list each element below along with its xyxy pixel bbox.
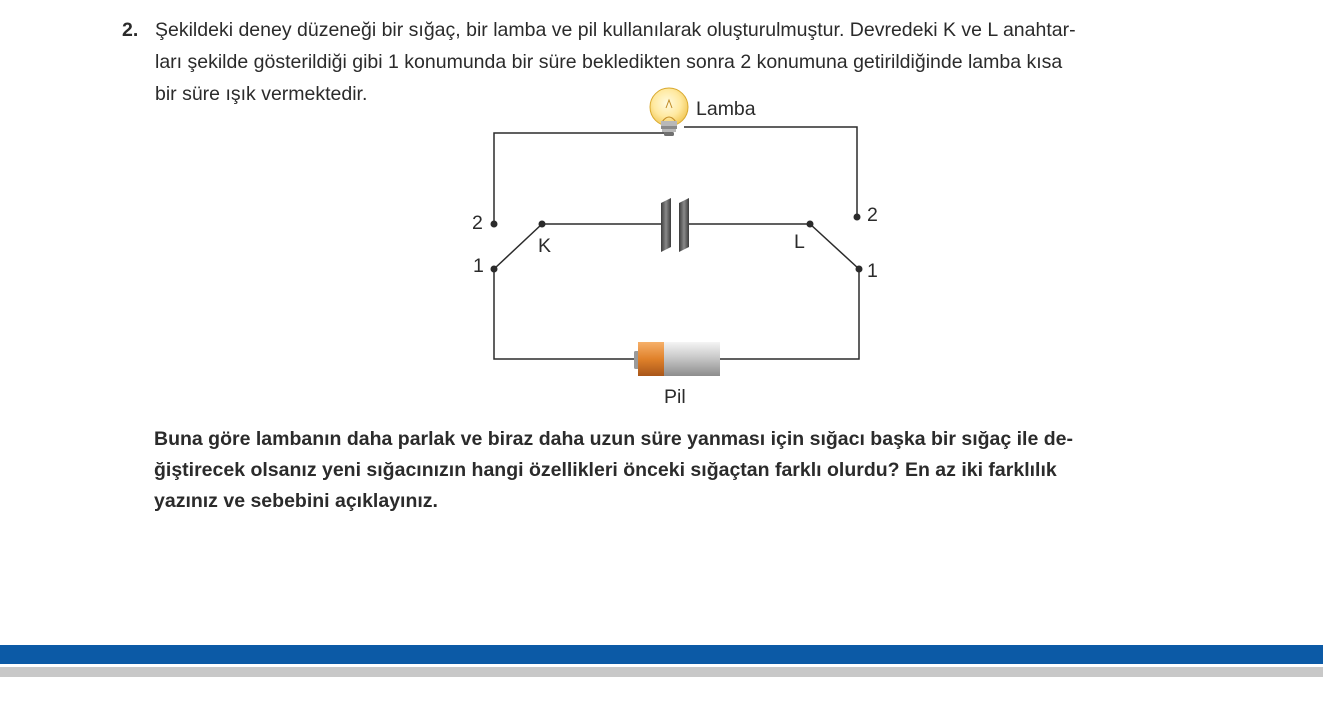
switch-l-label: L bbox=[794, 231, 805, 253]
lamp-label: Lamba bbox=[696, 98, 756, 120]
question-text-line: ları şekilde gösterildiği gibi 1 konumunda bir süre bekledikten sonra 2 konumuna getirildiğinde lamba kısa bbox=[155, 51, 1063, 73]
capacitor-symbol bbox=[661, 198, 689, 252]
question-text-line: Şekildeki deney düzeneği bir sığaç, bir lamba ve pil kullanılarak oluşturulmuştur. Devredeki K ve L anahtar- bbox=[155, 19, 1076, 41]
switch-k-pivot bbox=[539, 221, 546, 228]
right-position-1-label: 1 bbox=[867, 260, 878, 282]
top-wire bbox=[494, 133, 668, 224]
left-contact-2 bbox=[491, 221, 498, 228]
battery-icon bbox=[634, 342, 720, 376]
footer-blue-bar bbox=[0, 645, 1323, 664]
followup-line: ğiştirecek olsanız yeni sığacınızın hangi özellikleri önceki sığaçtan farklı olurdu? En az iki farklılık bbox=[154, 459, 1057, 481]
question-number: 2. bbox=[122, 19, 139, 41]
switch-l-blade bbox=[810, 224, 859, 269]
footer-gray-bar bbox=[0, 667, 1323, 677]
left-position-2-label: 2 bbox=[472, 212, 483, 234]
capacitor-plate-right bbox=[679, 198, 689, 252]
switch-k-label: K bbox=[538, 235, 552, 257]
bottom-wire-right bbox=[720, 269, 859, 359]
bottom-wire-left bbox=[494, 269, 637, 359]
switch-l-pivot bbox=[807, 221, 814, 228]
top-wire-right bbox=[684, 127, 857, 217]
followup-question bbox=[154, 424, 1214, 517]
question-text-line: bir süre ışık vermektedir. bbox=[155, 83, 368, 105]
capacitor-plate-left bbox=[661, 198, 671, 252]
light-bulb-icon bbox=[650, 88, 688, 136]
followup-line: yazınız ve sebebini açıklayınız. bbox=[154, 490, 438, 512]
right-contact-1 bbox=[856, 266, 863, 273]
battery-label: Pil bbox=[664, 386, 686, 408]
left-position-1-label: 1 bbox=[473, 255, 484, 277]
left-contact-1 bbox=[491, 266, 498, 273]
followup-line: Buna göre lambanın daha parlak ve biraz daha uzun süre yanması için sığacı başka bir sığaç ile de- bbox=[154, 428, 1073, 450]
right-contact-2 bbox=[854, 214, 861, 221]
switch-k-blade bbox=[494, 224, 542, 269]
right-position-2-label: 2 bbox=[867, 204, 878, 226]
